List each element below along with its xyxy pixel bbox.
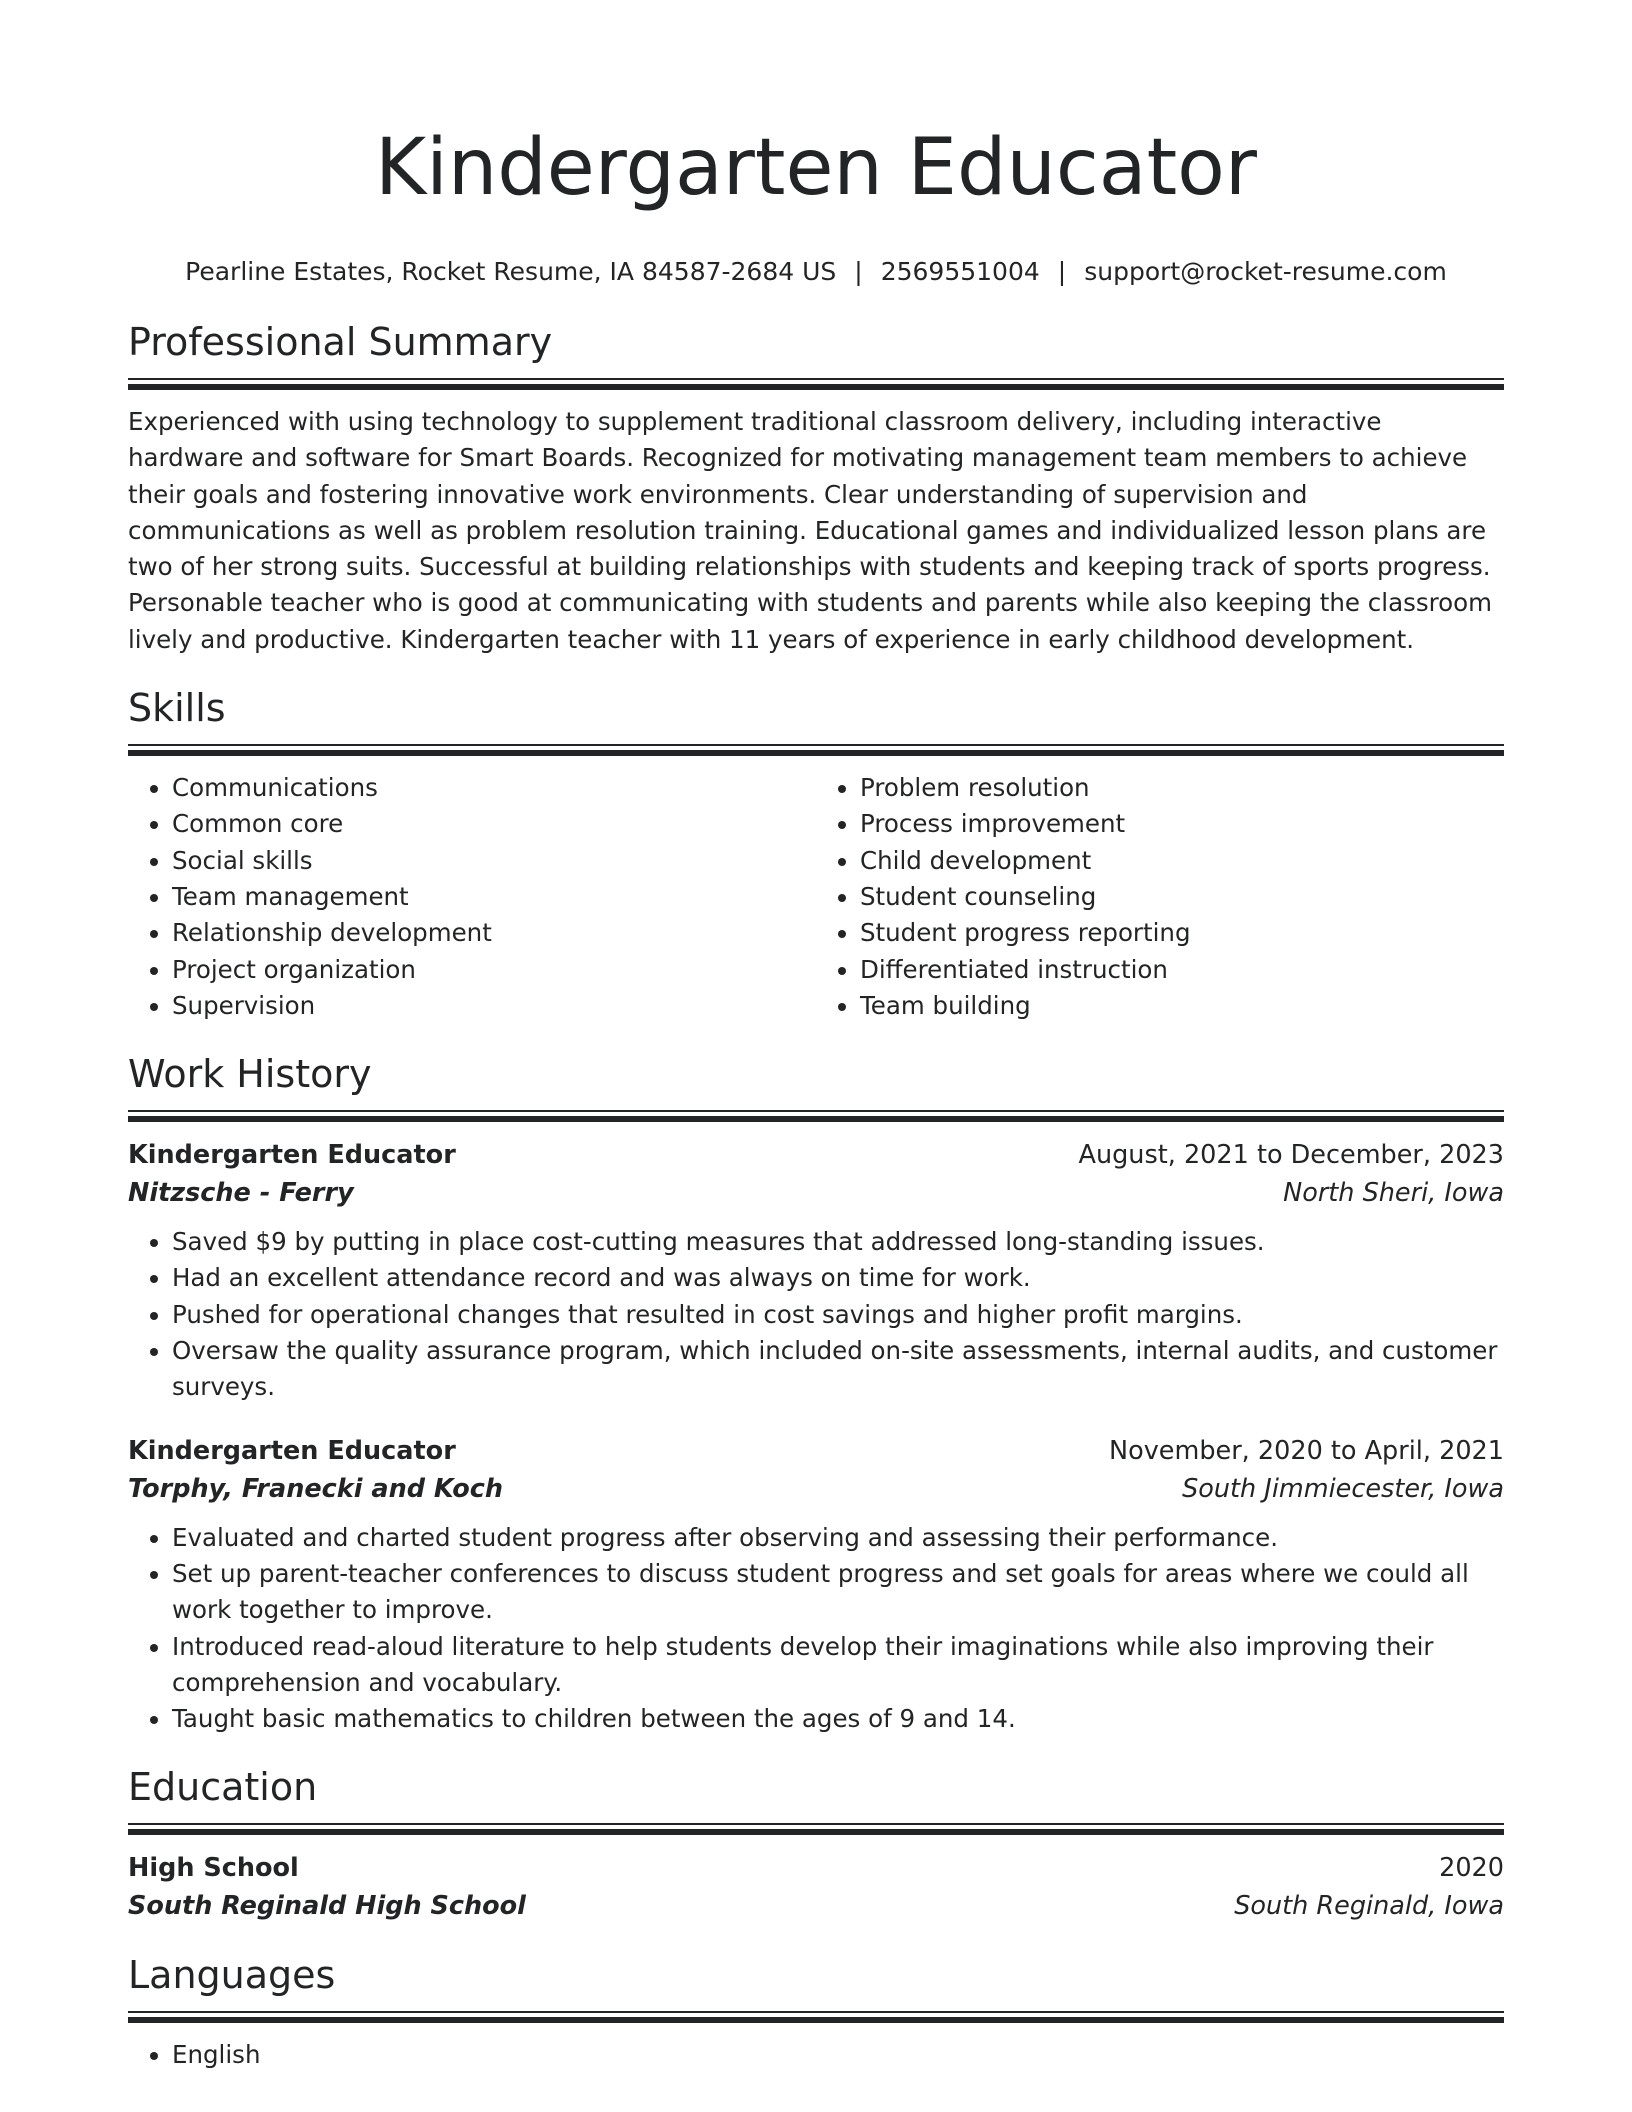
work-section <box>128 1050 1504 1737</box>
skill-item: • Common core <box>172 806 816 842</box>
job-bullet-list <box>128 1224 1504 1405</box>
skill-item: • Process improvement <box>860 806 1504 842</box>
job-bullet: • Introduced read-aloud literature to help students develop their imaginations while also improving their comprehension and vocabulary. <box>172 1629 1504 1702</box>
skills-list-right <box>816 770 1504 1024</box>
skill-item: • Student counseling <box>860 879 1504 915</box>
skills-section <box>128 684 1504 1024</box>
job-subheader <box>128 1174 1504 1212</box>
skill-item: • Project organization <box>172 952 816 988</box>
skill-item: • Student progress reporting <box>860 915 1504 951</box>
job-bullet: • Had an excellent attendance record and was always on time for work. <box>172 1260 1504 1296</box>
job-entry <box>128 1432 1504 1738</box>
job-company: Torphy, Franecki and Koch <box>128 1473 504 1504</box>
summary-text: Experienced with using technology to supplement traditional classroom delivery, including interactive hardware and software for Smart Boards. Recognized for motivating management team members to achieve their goals and fostering innovative work environments. Clear understanding of supervision and communications as well as problem resolution training. Educational games and individualized lesson plans are two of her strong suits. Successful at building relationships with students and keeping track of sports progress. Personable teacher who is good at communicating with students and parents while also keeping the classroom lively and productive. Kindergarten teacher with 11 years of experience in early childhood development. <box>128 407 1492 654</box>
job-header <box>128 1136 1504 1174</box>
language-item: • English <box>172 2037 1504 2073</box>
job-location: North Sheri, Iowa <box>1283 1178 1504 1209</box>
skill-item: • Social skills <box>172 843 816 879</box>
job-title: Kindergarten Educator <box>128 1435 456 1466</box>
skill-item: • Team management <box>172 879 816 915</box>
education-school: South Reginald High School <box>128 1891 526 1922</box>
job-bullet: • Evaluated and charted student progress after observing and assessing their performance. <box>172 1520 1504 1556</box>
contact-email: support@rocket-resume.com <box>1084 257 1447 286</box>
resume-name: Kindergarten Educator <box>375 123 1257 213</box>
job-location: South Jimmiecester, Iowa <box>1182 1473 1504 1504</box>
languages-section <box>128 1951 1504 2073</box>
contact-address: Pearline Estates, Rocket Resume, IA 84587-2684 US <box>185 257 837 286</box>
skills-list-left <box>128 770 816 1024</box>
job-bullet: • Saved $9 by putting in place cost-cutting measures that addressed long-standing issues. <box>172 1224 1504 1260</box>
skill-item: • Relationship development <box>172 915 816 951</box>
contact-phone: 2569551004 <box>880 257 1040 286</box>
skill-item: • Child development <box>860 843 1504 879</box>
section-title: Education <box>128 1765 318 1810</box>
section-title: Skills <box>128 686 226 731</box>
section-divider <box>128 2011 1504 2023</box>
section-title: Professional Summary <box>128 320 553 364</box>
section-title: Languages <box>128 1953 336 1998</box>
section-divider <box>128 1823 1504 1835</box>
job-bullet: • Taught basic mathematics to children between the ages of 9 and 14. <box>172 1701 1504 1737</box>
job-dates: November, 2020 to April, 2021 <box>1109 1435 1504 1466</box>
contact-separator: | <box>1057 257 1067 286</box>
skill-item: • Differentiated instruction <box>860 952 1504 988</box>
education-year: 2020 <box>1439 1853 1504 1884</box>
skill-item: • Communications <box>172 770 816 806</box>
education-degree: High School <box>128 1853 299 1884</box>
job-title: Kindergarten Educator <box>128 1140 456 1171</box>
education-location: South Reginald, Iowa <box>1234 1891 1504 1922</box>
contact-line <box>128 254 1504 290</box>
section-divider <box>128 378 1504 390</box>
job-bullet: • Oversaw the quality assurance program, which included on-site assessments, internal audits, and customer surveys. <box>172 1333 1504 1406</box>
job-entry <box>128 1136 1504 1405</box>
contact-separator: | <box>854 257 863 286</box>
section-divider <box>128 1110 1504 1122</box>
skill-item: • Problem resolution <box>860 770 1504 806</box>
summary-section <box>128 318 1504 658</box>
job-company: Nitzsche - Ferry <box>128 1178 354 1209</box>
skill-item: • Supervision <box>172 988 816 1024</box>
job-bullet-list <box>128 1520 1504 1738</box>
education-header <box>128 1849 1504 1887</box>
job-subheader <box>128 1470 1504 1508</box>
section-title: Work History <box>128 1052 372 1097</box>
education-subheader <box>128 1887 1504 1925</box>
job-bullet: • Pushed for operational changes that resulted in cost savings and higher profit margins. <box>172 1297 1504 1333</box>
education-section <box>128 1763 1504 1925</box>
job-bullet: • Set up parent-teacher conferences to discuss student progress and set goals for areas where we could all work together to improve. <box>172 1556 1504 1629</box>
section-divider <box>128 744 1504 756</box>
job-header <box>128 1432 1504 1470</box>
job-dates: August, 2021 to December, 2023 <box>1078 1140 1504 1171</box>
skills-columns <box>128 770 1504 1024</box>
skill-item: • Team building <box>860 988 1504 1024</box>
languages-list <box>128 2037 1504 2073</box>
